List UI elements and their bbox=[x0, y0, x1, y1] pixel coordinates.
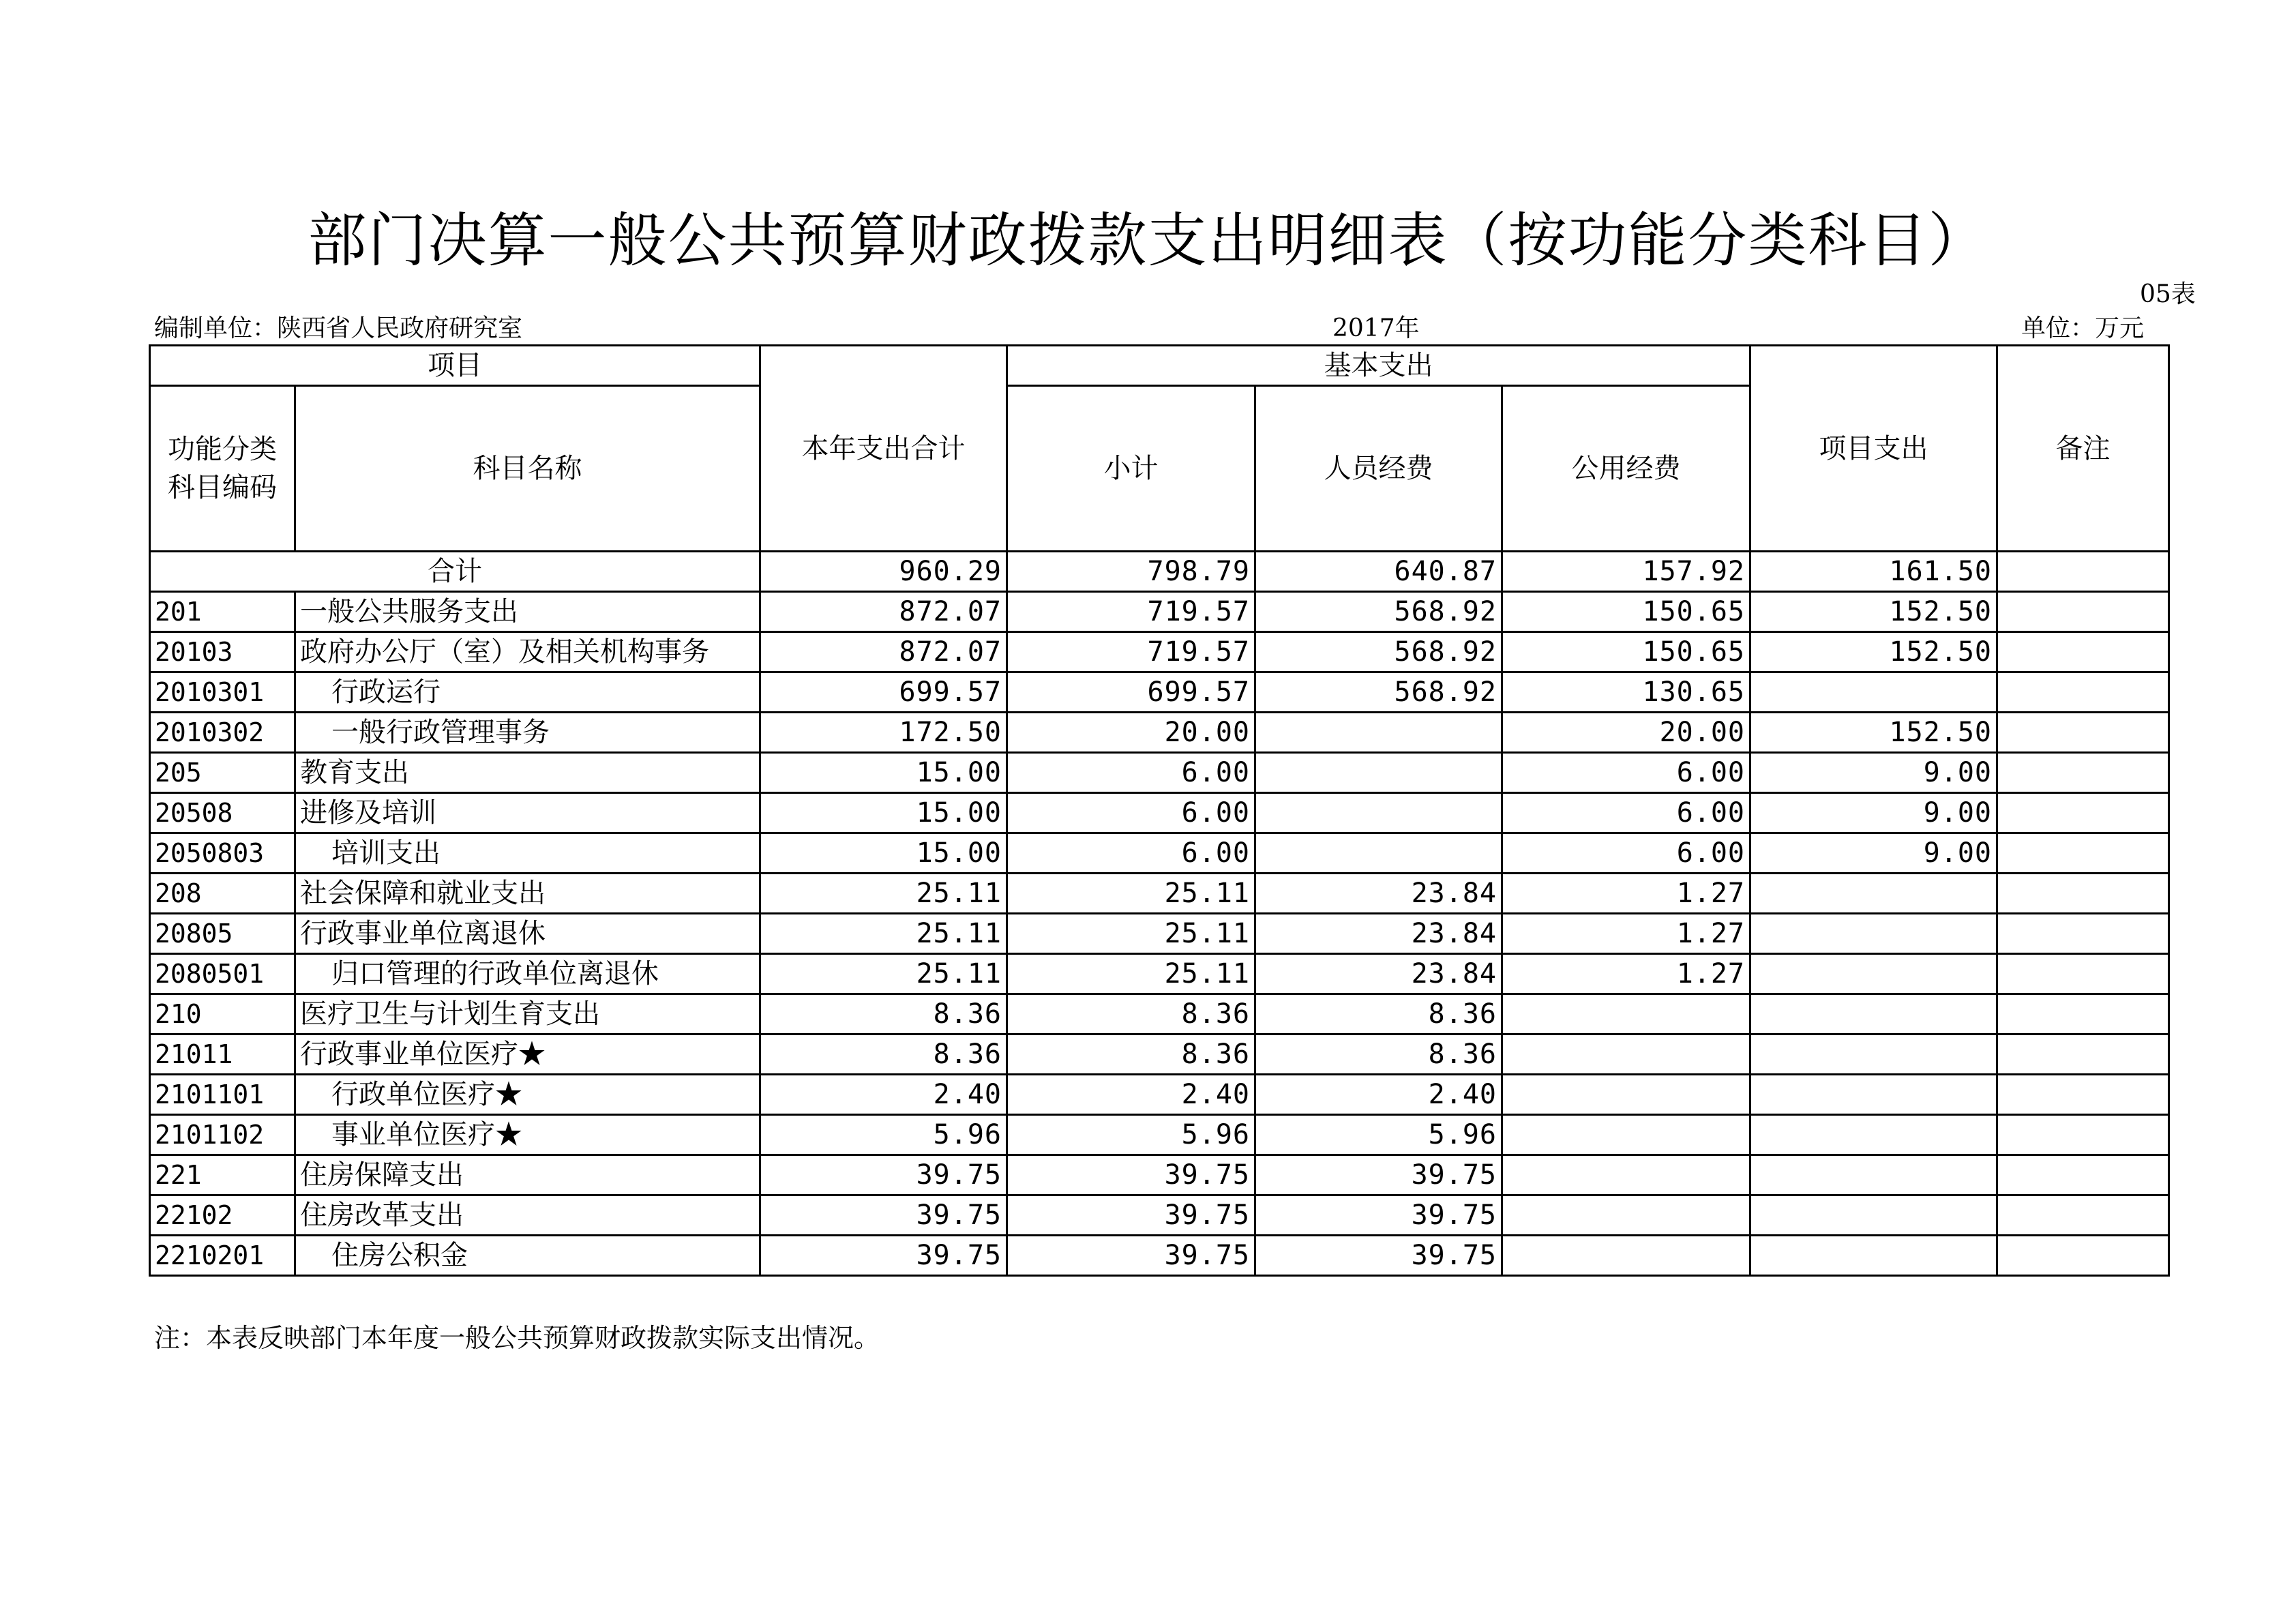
cell-project bbox=[1750, 954, 1997, 994]
cell-total: 15.00 bbox=[760, 833, 1007, 874]
total-remark bbox=[1997, 552, 2169, 592]
cell-code: 2010301 bbox=[150, 672, 295, 713]
cell-name: 教育支出 bbox=[295, 753, 760, 793]
cell-code: 2101101 bbox=[150, 1075, 295, 1115]
cell-remark bbox=[1997, 874, 2169, 914]
cell-public: 20.00 bbox=[1502, 713, 1750, 753]
cell-name: 培训支出 bbox=[295, 833, 760, 874]
cell-name: 事业单位医疗★ bbox=[295, 1115, 760, 1155]
cell-subtotal: 6.00 bbox=[1007, 753, 1255, 793]
cell-public: 150.65 bbox=[1502, 592, 1750, 632]
cell-project: 152.50 bbox=[1750, 632, 1997, 672]
header-basic: 基本支出 bbox=[1007, 346, 1750, 386]
compiling-unit: 编制单位：陕西省人民政府研究室 bbox=[154, 314, 523, 342]
total-label: 合计 bbox=[150, 552, 760, 592]
cell-total: 25.11 bbox=[760, 874, 1007, 914]
cell-name: 一般公共服务支出 bbox=[295, 592, 760, 632]
table-row bbox=[150, 1236, 2169, 1276]
header-code: 功能分类科目编码 bbox=[150, 386, 295, 552]
table-row bbox=[150, 1115, 2169, 1155]
cell-code: 2080501 bbox=[150, 954, 295, 994]
cell-public bbox=[1502, 1115, 1750, 1155]
cell-remark bbox=[1997, 632, 2169, 672]
cell-code: 20805 bbox=[150, 914, 295, 954]
header-name: 科目名称 bbox=[295, 386, 760, 552]
table-row bbox=[150, 1155, 2169, 1195]
cell-name: 住房公积金 bbox=[295, 1236, 760, 1276]
cell-project bbox=[1750, 914, 1997, 954]
cell-name: 一般行政管理事务 bbox=[295, 713, 760, 753]
cell-personnel: 39.75 bbox=[1255, 1195, 1502, 1236]
cell-personnel: 568.92 bbox=[1255, 632, 1502, 672]
cell-remark bbox=[1997, 1236, 2169, 1276]
table-row bbox=[150, 1034, 2169, 1075]
table-row bbox=[150, 833, 2169, 874]
table-row bbox=[150, 632, 2169, 672]
cell-subtotal: 39.75 bbox=[1007, 1236, 1255, 1276]
cell-subtotal: 6.00 bbox=[1007, 793, 1255, 833]
total-subtotal: 798.79 bbox=[1007, 552, 1255, 592]
cell-personnel: 2.40 bbox=[1255, 1075, 1502, 1115]
cell-personnel: 39.75 bbox=[1255, 1155, 1502, 1195]
cell-public bbox=[1502, 1195, 1750, 1236]
cell-subtotal: 20.00 bbox=[1007, 713, 1255, 753]
cell-total: 25.11 bbox=[760, 914, 1007, 954]
cell-total: 8.36 bbox=[760, 994, 1007, 1034]
cell-project: 9.00 bbox=[1750, 793, 1997, 833]
cell-public: 1.27 bbox=[1502, 954, 1750, 994]
cell-public: 6.00 bbox=[1502, 793, 1750, 833]
cell-remark bbox=[1997, 793, 2169, 833]
cell-project bbox=[1750, 672, 1997, 713]
cell-subtotal: 719.57 bbox=[1007, 592, 1255, 632]
cell-subtotal: 39.75 bbox=[1007, 1155, 1255, 1195]
table-row bbox=[150, 672, 2169, 713]
cell-name: 住房保障支出 bbox=[295, 1155, 760, 1195]
cell-personnel bbox=[1255, 753, 1502, 793]
cell-remark bbox=[1997, 1075, 2169, 1115]
header-subtotal: 小计 bbox=[1007, 386, 1255, 552]
cell-project bbox=[1750, 994, 1997, 1034]
table-row bbox=[150, 1195, 2169, 1236]
cell-name: 归口管理的行政单位离退休 bbox=[295, 954, 760, 994]
table-row bbox=[150, 753, 2169, 793]
table-row bbox=[150, 713, 2169, 753]
cell-name: 进修及培训 bbox=[295, 793, 760, 833]
cell-code: 205 bbox=[150, 753, 295, 793]
cell-code: 201 bbox=[150, 592, 295, 632]
cell-personnel: 23.84 bbox=[1255, 874, 1502, 914]
cell-total: 172.50 bbox=[760, 713, 1007, 753]
cell-personnel: 8.36 bbox=[1255, 1034, 1502, 1075]
cell-total: 39.75 bbox=[760, 1155, 1007, 1195]
cell-subtotal: 25.11 bbox=[1007, 914, 1255, 954]
cell-remark bbox=[1997, 713, 2169, 753]
cell-name: 行政事业单位医疗★ bbox=[295, 1034, 760, 1075]
table-row bbox=[150, 874, 2169, 914]
cell-project bbox=[1750, 1155, 1997, 1195]
cell-total: 15.00 bbox=[760, 793, 1007, 833]
header-item: 项目 bbox=[150, 346, 760, 386]
cell-project: 152.50 bbox=[1750, 592, 1997, 632]
cell-total: 2.40 bbox=[760, 1075, 1007, 1115]
cell-remark bbox=[1997, 994, 2169, 1034]
table-row bbox=[150, 793, 2169, 833]
cell-public bbox=[1502, 1034, 1750, 1075]
cell-subtotal: 5.96 bbox=[1007, 1115, 1255, 1155]
cell-personnel: 568.92 bbox=[1255, 592, 1502, 632]
cell-public bbox=[1502, 1155, 1750, 1195]
table-row bbox=[150, 1075, 2169, 1115]
total-public: 157.92 bbox=[1502, 552, 1750, 592]
cell-remark bbox=[1997, 954, 2169, 994]
cell-code: 2101102 bbox=[150, 1115, 295, 1155]
cell-code: 221 bbox=[150, 1155, 295, 1195]
cell-code: 20508 bbox=[150, 793, 295, 833]
header-personnel: 人员经费 bbox=[1255, 386, 1502, 552]
cell-project bbox=[1750, 874, 1997, 914]
cell-name: 政府办公厅（室）及相关机构事务 bbox=[295, 632, 760, 672]
cell-subtotal: 25.11 bbox=[1007, 954, 1255, 994]
cell-code: 208 bbox=[150, 874, 295, 914]
cell-project bbox=[1750, 1195, 1997, 1236]
cell-name: 医疗卫生与计划生育支出 bbox=[295, 994, 760, 1034]
page-title: 部门决算一般公共预算财政拨款支出明细表（按功能分类科目） bbox=[308, 207, 1988, 275]
cell-subtotal: 39.75 bbox=[1007, 1195, 1255, 1236]
expenditure-table-wrapper bbox=[149, 344, 2170, 1277]
cell-remark bbox=[1997, 672, 2169, 713]
cell-subtotal: 2.40 bbox=[1007, 1075, 1255, 1115]
report-year: 2017年 bbox=[1332, 314, 1420, 342]
cell-total: 699.57 bbox=[760, 672, 1007, 713]
cell-personnel bbox=[1255, 713, 1502, 753]
table-row bbox=[150, 994, 2169, 1034]
cell-public: 1.27 bbox=[1502, 914, 1750, 954]
cell-subtotal: 719.57 bbox=[1007, 632, 1255, 672]
cell-project: 9.00 bbox=[1750, 833, 1997, 874]
cell-public bbox=[1502, 1236, 1750, 1276]
cell-remark bbox=[1997, 1115, 2169, 1155]
cell-public: 6.00 bbox=[1502, 833, 1750, 874]
cell-code: 2050803 bbox=[150, 833, 295, 874]
cell-public bbox=[1502, 1075, 1750, 1115]
cell-public: 1.27 bbox=[1502, 874, 1750, 914]
cell-name: 住房改革支出 bbox=[295, 1195, 760, 1236]
total-personnel: 640.87 bbox=[1255, 552, 1502, 592]
cell-code: 22102 bbox=[150, 1195, 295, 1236]
currency-unit: 单位：万元 bbox=[2021, 314, 2145, 342]
cell-personnel: 23.84 bbox=[1255, 914, 1502, 954]
table-row bbox=[150, 914, 2169, 954]
cell-project: 152.50 bbox=[1750, 713, 1997, 753]
cell-subtotal: 8.36 bbox=[1007, 994, 1255, 1034]
cell-project: 9.00 bbox=[1750, 753, 1997, 793]
cell-total: 872.07 bbox=[760, 632, 1007, 672]
table-row bbox=[150, 954, 2169, 994]
cell-public: 130.65 bbox=[1502, 672, 1750, 713]
header-remark: 备注 bbox=[1997, 346, 2169, 552]
header-total: 本年支出合计 bbox=[760, 346, 1007, 552]
table-body bbox=[150, 552, 2169, 1276]
cell-remark bbox=[1997, 753, 2169, 793]
cell-total: 8.36 bbox=[760, 1034, 1007, 1075]
footnote: 注：本表反映部门本年度一般公共预算财政拨款实际支出情况。 bbox=[154, 1323, 880, 1353]
form-number: 05表 bbox=[2140, 280, 2196, 308]
table-header bbox=[150, 346, 2169, 552]
header-project: 项目支出 bbox=[1750, 346, 1997, 552]
cell-personnel: 8.36 bbox=[1255, 994, 1502, 1034]
cell-remark bbox=[1997, 1155, 2169, 1195]
cell-remark bbox=[1997, 592, 2169, 632]
cell-code: 2210201 bbox=[150, 1236, 295, 1276]
table-row bbox=[150, 592, 2169, 632]
cell-personnel: 39.75 bbox=[1255, 1236, 1502, 1276]
cell-remark bbox=[1997, 1034, 2169, 1075]
cell-project bbox=[1750, 1075, 1997, 1115]
cell-project bbox=[1750, 1034, 1997, 1075]
cell-subtotal: 699.57 bbox=[1007, 672, 1255, 713]
cell-code: 21011 bbox=[150, 1034, 295, 1075]
cell-subtotal: 8.36 bbox=[1007, 1034, 1255, 1075]
cell-total: 25.11 bbox=[760, 954, 1007, 994]
cell-name: 行政事业单位离退休 bbox=[295, 914, 760, 954]
cell-code: 20103 bbox=[150, 632, 295, 672]
cell-personnel: 5.96 bbox=[1255, 1115, 1502, 1155]
total-project: 161.50 bbox=[1750, 552, 1997, 592]
cell-total: 15.00 bbox=[760, 753, 1007, 793]
cell-personnel bbox=[1255, 793, 1502, 833]
cell-public bbox=[1502, 994, 1750, 1034]
cell-name: 行政运行 bbox=[295, 672, 760, 713]
cell-total: 872.07 bbox=[760, 592, 1007, 632]
cell-total: 39.75 bbox=[760, 1236, 1007, 1276]
cell-code: 210 bbox=[150, 994, 295, 1034]
cell-project bbox=[1750, 1115, 1997, 1155]
cell-total: 5.96 bbox=[760, 1115, 1007, 1155]
cell-remark bbox=[1997, 1195, 2169, 1236]
cell-subtotal: 6.00 bbox=[1007, 833, 1255, 874]
cell-remark bbox=[1997, 833, 2169, 874]
cell-total: 39.75 bbox=[760, 1195, 1007, 1236]
cell-code: 2010302 bbox=[150, 713, 295, 753]
cell-remark bbox=[1997, 914, 2169, 954]
cell-name: 社会保障和就业支出 bbox=[295, 874, 760, 914]
cell-project bbox=[1750, 1236, 1997, 1276]
cell-name: 行政单位医疗★ bbox=[295, 1075, 760, 1115]
cell-public: 6.00 bbox=[1502, 753, 1750, 793]
cell-personnel: 23.84 bbox=[1255, 954, 1502, 994]
cell-personnel: 568.92 bbox=[1255, 672, 1502, 713]
cell-subtotal: 25.11 bbox=[1007, 874, 1255, 914]
total-row bbox=[150, 552, 2169, 592]
total-total: 960.29 bbox=[760, 552, 1007, 592]
header-public: 公用经费 bbox=[1502, 386, 1750, 552]
expenditure-table bbox=[149, 344, 2170, 1277]
cell-personnel bbox=[1255, 833, 1502, 874]
cell-public: 150.65 bbox=[1502, 632, 1750, 672]
